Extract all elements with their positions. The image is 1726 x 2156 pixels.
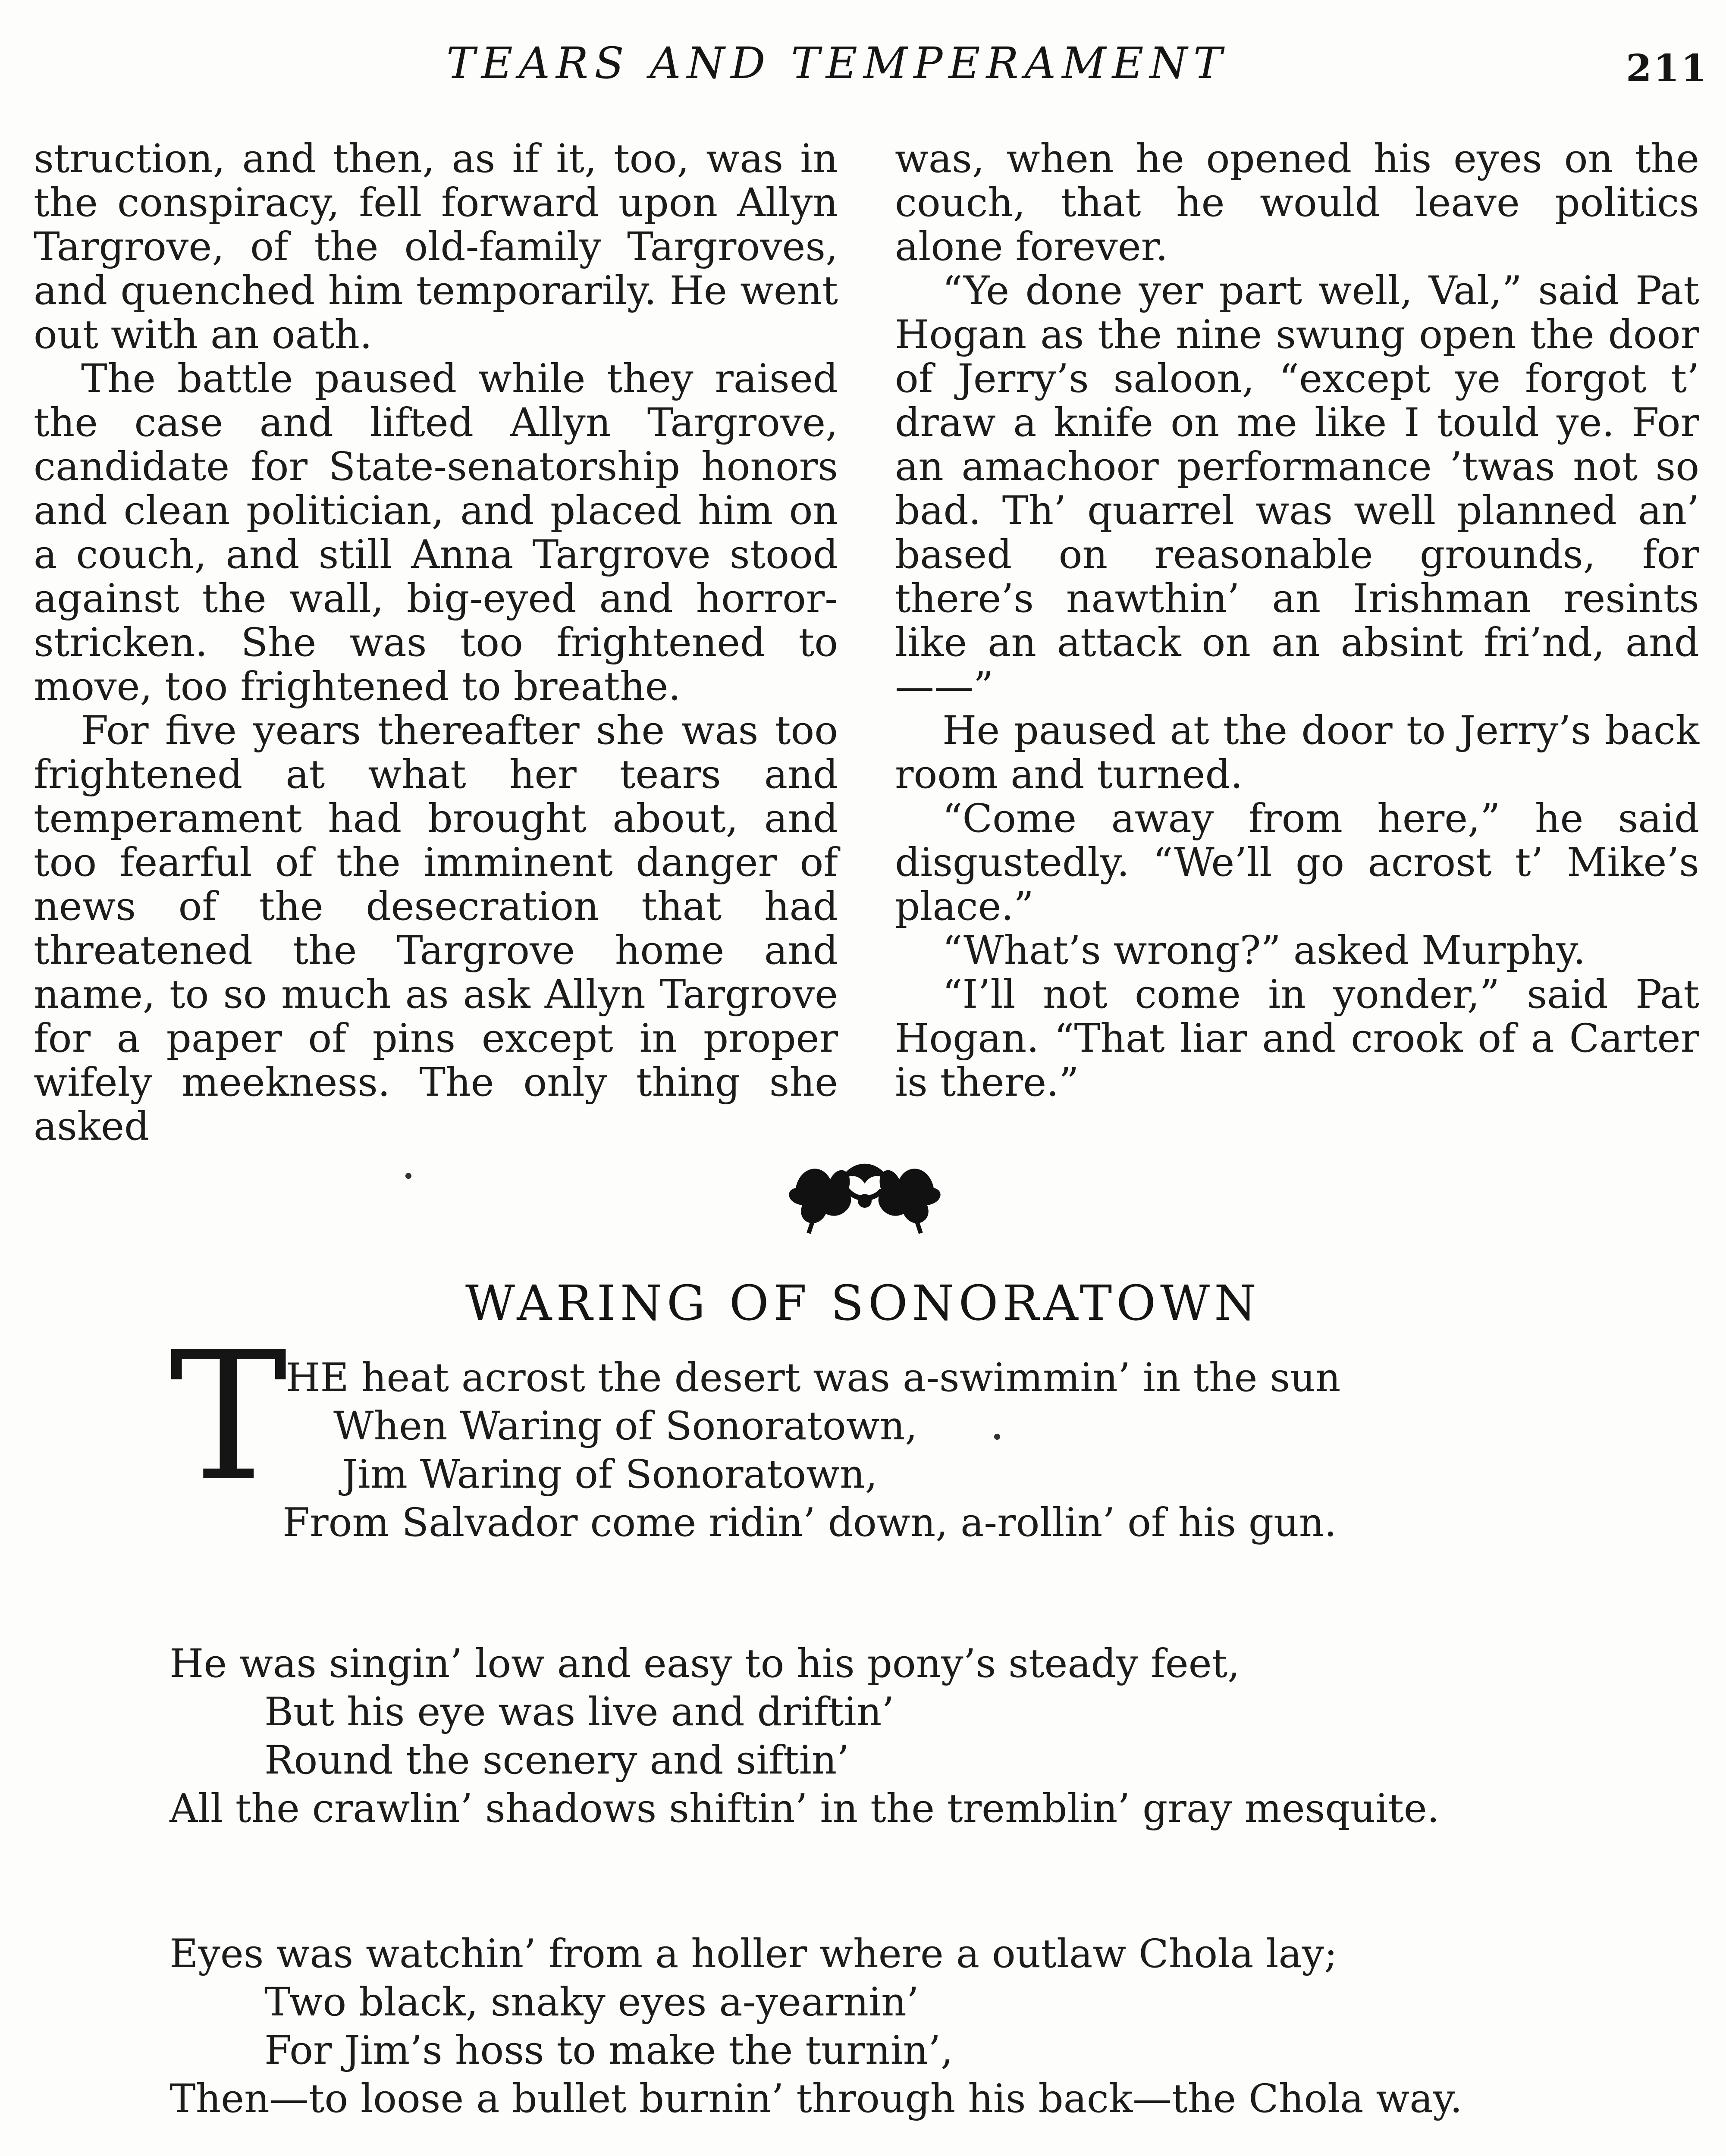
poem-title: WARING OF SONORATOWN: [465, 1275, 1261, 1332]
paragraph: The battle paused while they raised the case and lifted Allyn Targrove, candidate for State-senatorship honors and clean politician, and placed him on a couch, and still Anna Targrove stood against the wall, big-eyed and horror-stricken. She was too frightened to move, too frightened to breathe.: [34, 356, 838, 709]
paragraph: “I’ll not come in yonder,” said Pat Hogan. “That liar and crook of a Carter is there.”: [895, 972, 1699, 1105]
left-column: [34, 137, 838, 1149]
poem-line: Two black, snaky eyes a-yearnin’: [264, 1980, 919, 2025]
paragraph: “What’s wrong?” asked Murphy.: [942, 928, 1586, 973]
right-column: [895, 137, 1699, 1105]
poem-line: When Waring of Sonoratown,: [333, 1404, 918, 1449]
floral-vine-ornament-icon: [783, 1149, 947, 1235]
poem-line: From Salvador come ridin’ down, a-rollin’ of his gun.: [282, 1500, 1337, 1545]
paragraph: struction, and then, as if it, too, was in the conspiracy, fell forward upon Allyn Targrove, of the old-family Targroves, and quenched him temporarily. He went out with an oath.: [34, 136, 838, 357]
paragraph: “Ye done yer part well, Val,” said Pat Hogan as the nine swung open the door of Jerry’s saloon, “except ye forgot t’ draw a knife on me like I tould ye. For an amachoor performance ’twas not so bad. Th’ quarrel was well planned an’ based on reasonable grounds, for there’s nawthin’ an Irishman resints like an attack on an absint fri’nd, and——”: [895, 268, 1699, 709]
paragraph: He paused at the door to Jerry’s back room and turned.: [895, 708, 1699, 797]
paragraph: was, when he opened his eyes on the couch, that he would leave politics alone forever.: [895, 136, 1699, 270]
running-head: TEARS AND TEMPERAMENT: [446, 38, 1228, 88]
stanza: [169, 1354, 1636, 1547]
poem-line: All the crawlin’ shadows shiftin’ in the tremblin’ gray mesquite.: [169, 1786, 1440, 1831]
poem-line: Then—to loose a bullet burnin’ through his back—the Chola way.: [169, 2076, 1462, 2122]
stanza: [169, 1930, 1636, 2123]
poem-body: [169, 1354, 1636, 2156]
drop-cap: T: [169, 1313, 288, 1520]
print-speck: [405, 1173, 411, 1179]
poem-line: Eyes was watchin’ from a holler where a outlaw Chola lay;: [169, 1931, 1337, 1977]
poem-line: But his eye was live and driftin’: [264, 1689, 894, 1735]
paragraph: For five years thereafter she was too frightened at what her tears and temperament had brought about, and too fearful of the imminent danger of news of the desecration that had threatened the Targrove home and name, to so much as ask Allyn Targrove for a paper of pins except in proper wifely meekness. The only thing she asked: [34, 708, 838, 1149]
stanza: [169, 1640, 1636, 1833]
poem-line: Round the scenery and siftin’: [264, 1738, 850, 1783]
print-speck: [994, 1434, 1000, 1440]
poem-line: He was singin’ low and easy to his pony’s steady feet,: [169, 1641, 1240, 1686]
poem-line: HE heat acrost the desert was a-swimmin’ in the sun: [286, 1355, 1341, 1401]
poem-line: Jim Waring of Sonoratown,: [342, 1452, 878, 1497]
page-header: [0, 38, 1726, 98]
paragraph: “Come away from here,” he said disgustedly. “We’ll go acrost t’ Mike’s place.”: [895, 796, 1699, 929]
page-number: 211: [1626, 47, 1709, 90]
poem-line: For Jim’s hoss to make the turnin’,: [264, 2028, 954, 2073]
